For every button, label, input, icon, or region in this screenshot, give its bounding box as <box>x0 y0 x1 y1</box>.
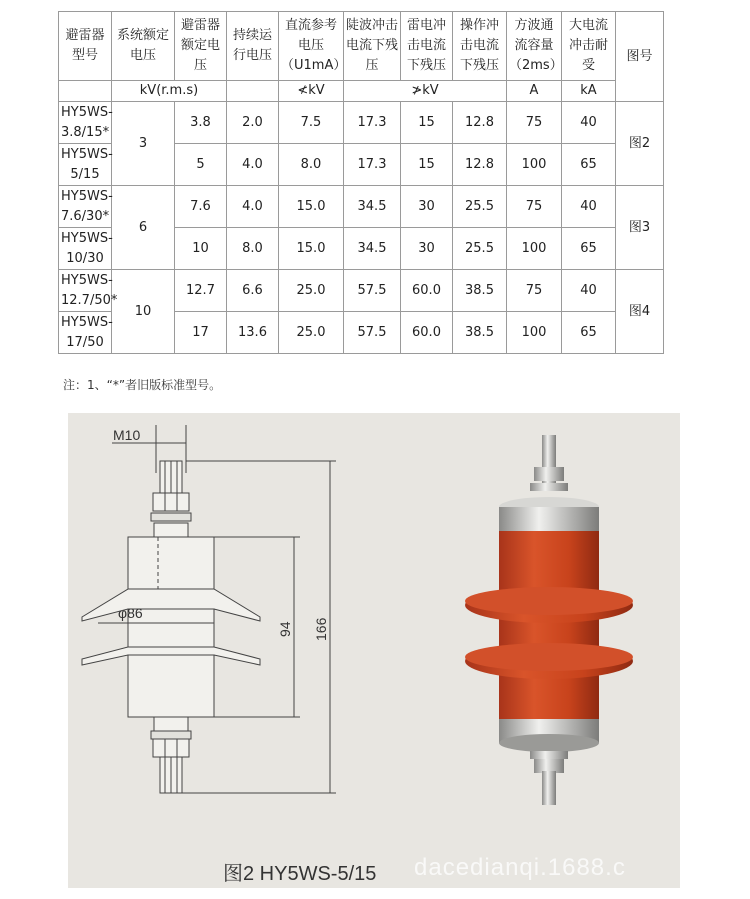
cell-high: 65 <box>562 144 616 186</box>
cell-system: 6 <box>112 186 175 270</box>
cell-switching: 25.5 <box>453 228 507 270</box>
cell-switching: 38.5 <box>453 270 507 312</box>
header-dc-ref-voltage: 直流参考电压（U1mA） <box>279 12 344 81</box>
units-voltage-rms: kV(r.m.s) <box>112 81 227 102</box>
cell-lightning: 15 <box>401 144 453 186</box>
cell-dc: 25.0 <box>279 270 344 312</box>
cell-dc: 8.0 <box>279 144 344 186</box>
cell-rated: 17 <box>175 312 227 354</box>
cell-system: 10 <box>112 270 175 354</box>
cell-continuous: 2.0 <box>227 102 279 144</box>
figure-panel <box>68 413 680 888</box>
cell-model: HY5WS-5/15 <box>59 144 112 186</box>
cell-system: 3 <box>112 102 175 186</box>
figure-caption: 图2 HY5WS-5/15 <box>223 863 377 885</box>
cell-square: 75 <box>507 102 562 144</box>
cell-steep: 57.5 <box>344 312 401 354</box>
watermark-text: dacedianqi.1688.c <box>414 854 626 881</box>
cell-steep: 17.3 <box>344 144 401 186</box>
units-dc: ≮kV <box>279 81 344 102</box>
arrester-figure <box>68 413 680 888</box>
cell-lightning: 60.0 <box>401 312 453 354</box>
header-system-voltage: 系统额定电压 <box>112 12 175 81</box>
units-residual: ≯kV <box>344 81 507 102</box>
dim-total-label: 166 <box>313 617 329 641</box>
cell-switching: 25.5 <box>453 186 507 228</box>
cell-rated: 7.6 <box>175 186 227 228</box>
cell-rated: 3.8 <box>175 102 227 144</box>
cell-lightning: 30 <box>401 228 453 270</box>
units-blank <box>59 81 112 102</box>
cell-dc: 7.5 <box>279 102 344 144</box>
header-continuous-voltage: 持续运行电压 <box>227 12 279 81</box>
cell-continuous: 4.0 <box>227 186 279 228</box>
cell-model: HY5WS-10/30 <box>59 228 112 270</box>
cell-rated: 12.7 <box>175 270 227 312</box>
cell-steep: 57.5 <box>344 270 401 312</box>
cell-lightning: 60.0 <box>401 270 453 312</box>
cell-high: 65 <box>562 312 616 354</box>
spec-table <box>58 11 664 354</box>
cell-square: 75 <box>507 270 562 312</box>
dim-diameter-label: φ86 <box>118 605 143 621</box>
cell-model: HY5WS-3.8/15* <box>59 102 112 144</box>
cell-high: 40 <box>562 270 616 312</box>
cell-dc: 15.0 <box>279 228 344 270</box>
cell-square: 100 <box>507 144 562 186</box>
cell-figure: 图3 <box>616 186 664 270</box>
cell-switching: 12.8 <box>453 102 507 144</box>
units-blank <box>227 81 279 102</box>
cell-lightning: 15 <box>401 102 453 144</box>
cell-square: 100 <box>507 228 562 270</box>
cell-continuous: 6.6 <box>227 270 279 312</box>
cell-rated: 10 <box>175 228 227 270</box>
header-lightning-residual: 雷电冲击电流下残压 <box>401 12 453 81</box>
units-current: kA <box>562 81 616 102</box>
cell-steep: 17.3 <box>344 102 401 144</box>
units-square: A <box>507 81 562 102</box>
cell-dc: 25.0 <box>279 312 344 354</box>
header-switching-residual: 操作冲击电流下残压 <box>453 12 507 81</box>
cell-model: HY5WS-12.7/50* <box>59 270 112 312</box>
header-square-wave: 方波通流容量（2ms） <box>507 12 562 81</box>
cell-lightning: 30 <box>401 186 453 228</box>
cell-figure: 图4 <box>616 270 664 354</box>
cell-switching: 12.8 <box>453 144 507 186</box>
cell-continuous: 4.0 <box>227 144 279 186</box>
cell-figure: 图2 <box>616 102 664 186</box>
header-rated-voltage: 避雷器额定电压 <box>175 12 227 81</box>
cell-rated: 5 <box>175 144 227 186</box>
cell-dc: 15.0 <box>279 186 344 228</box>
technical-drawing <box>82 425 336 793</box>
cell-steep: 34.5 <box>344 228 401 270</box>
cell-square: 75 <box>507 186 562 228</box>
cell-high: 40 <box>562 102 616 144</box>
arrester-photo <box>465 435 633 805</box>
cell-high: 40 <box>562 186 616 228</box>
cell-model: HY5WS-7.6/30* <box>59 186 112 228</box>
cell-high: 65 <box>562 228 616 270</box>
header-model: 避雷器型号 <box>59 12 112 81</box>
cell-continuous: 8.0 <box>227 228 279 270</box>
cell-steep: 34.5 <box>344 186 401 228</box>
header-figure: 图号 <box>616 12 664 102</box>
cell-continuous: 13.6 <box>227 312 279 354</box>
cell-square: 100 <box>507 312 562 354</box>
header-steep-residual: 陡波冲击电流下残压 <box>344 12 401 81</box>
header-high-current: 大电流冲击耐受 <box>562 12 616 81</box>
dim-body-label: 94 <box>277 621 293 637</box>
cell-model: HY5WS-17/50 <box>59 312 112 354</box>
table-footnote: 注：1、“*”者旧版标准型号。 <box>63 378 222 392</box>
cell-switching: 38.5 <box>453 312 507 354</box>
dim-thread-label: M10 <box>113 427 141 443</box>
